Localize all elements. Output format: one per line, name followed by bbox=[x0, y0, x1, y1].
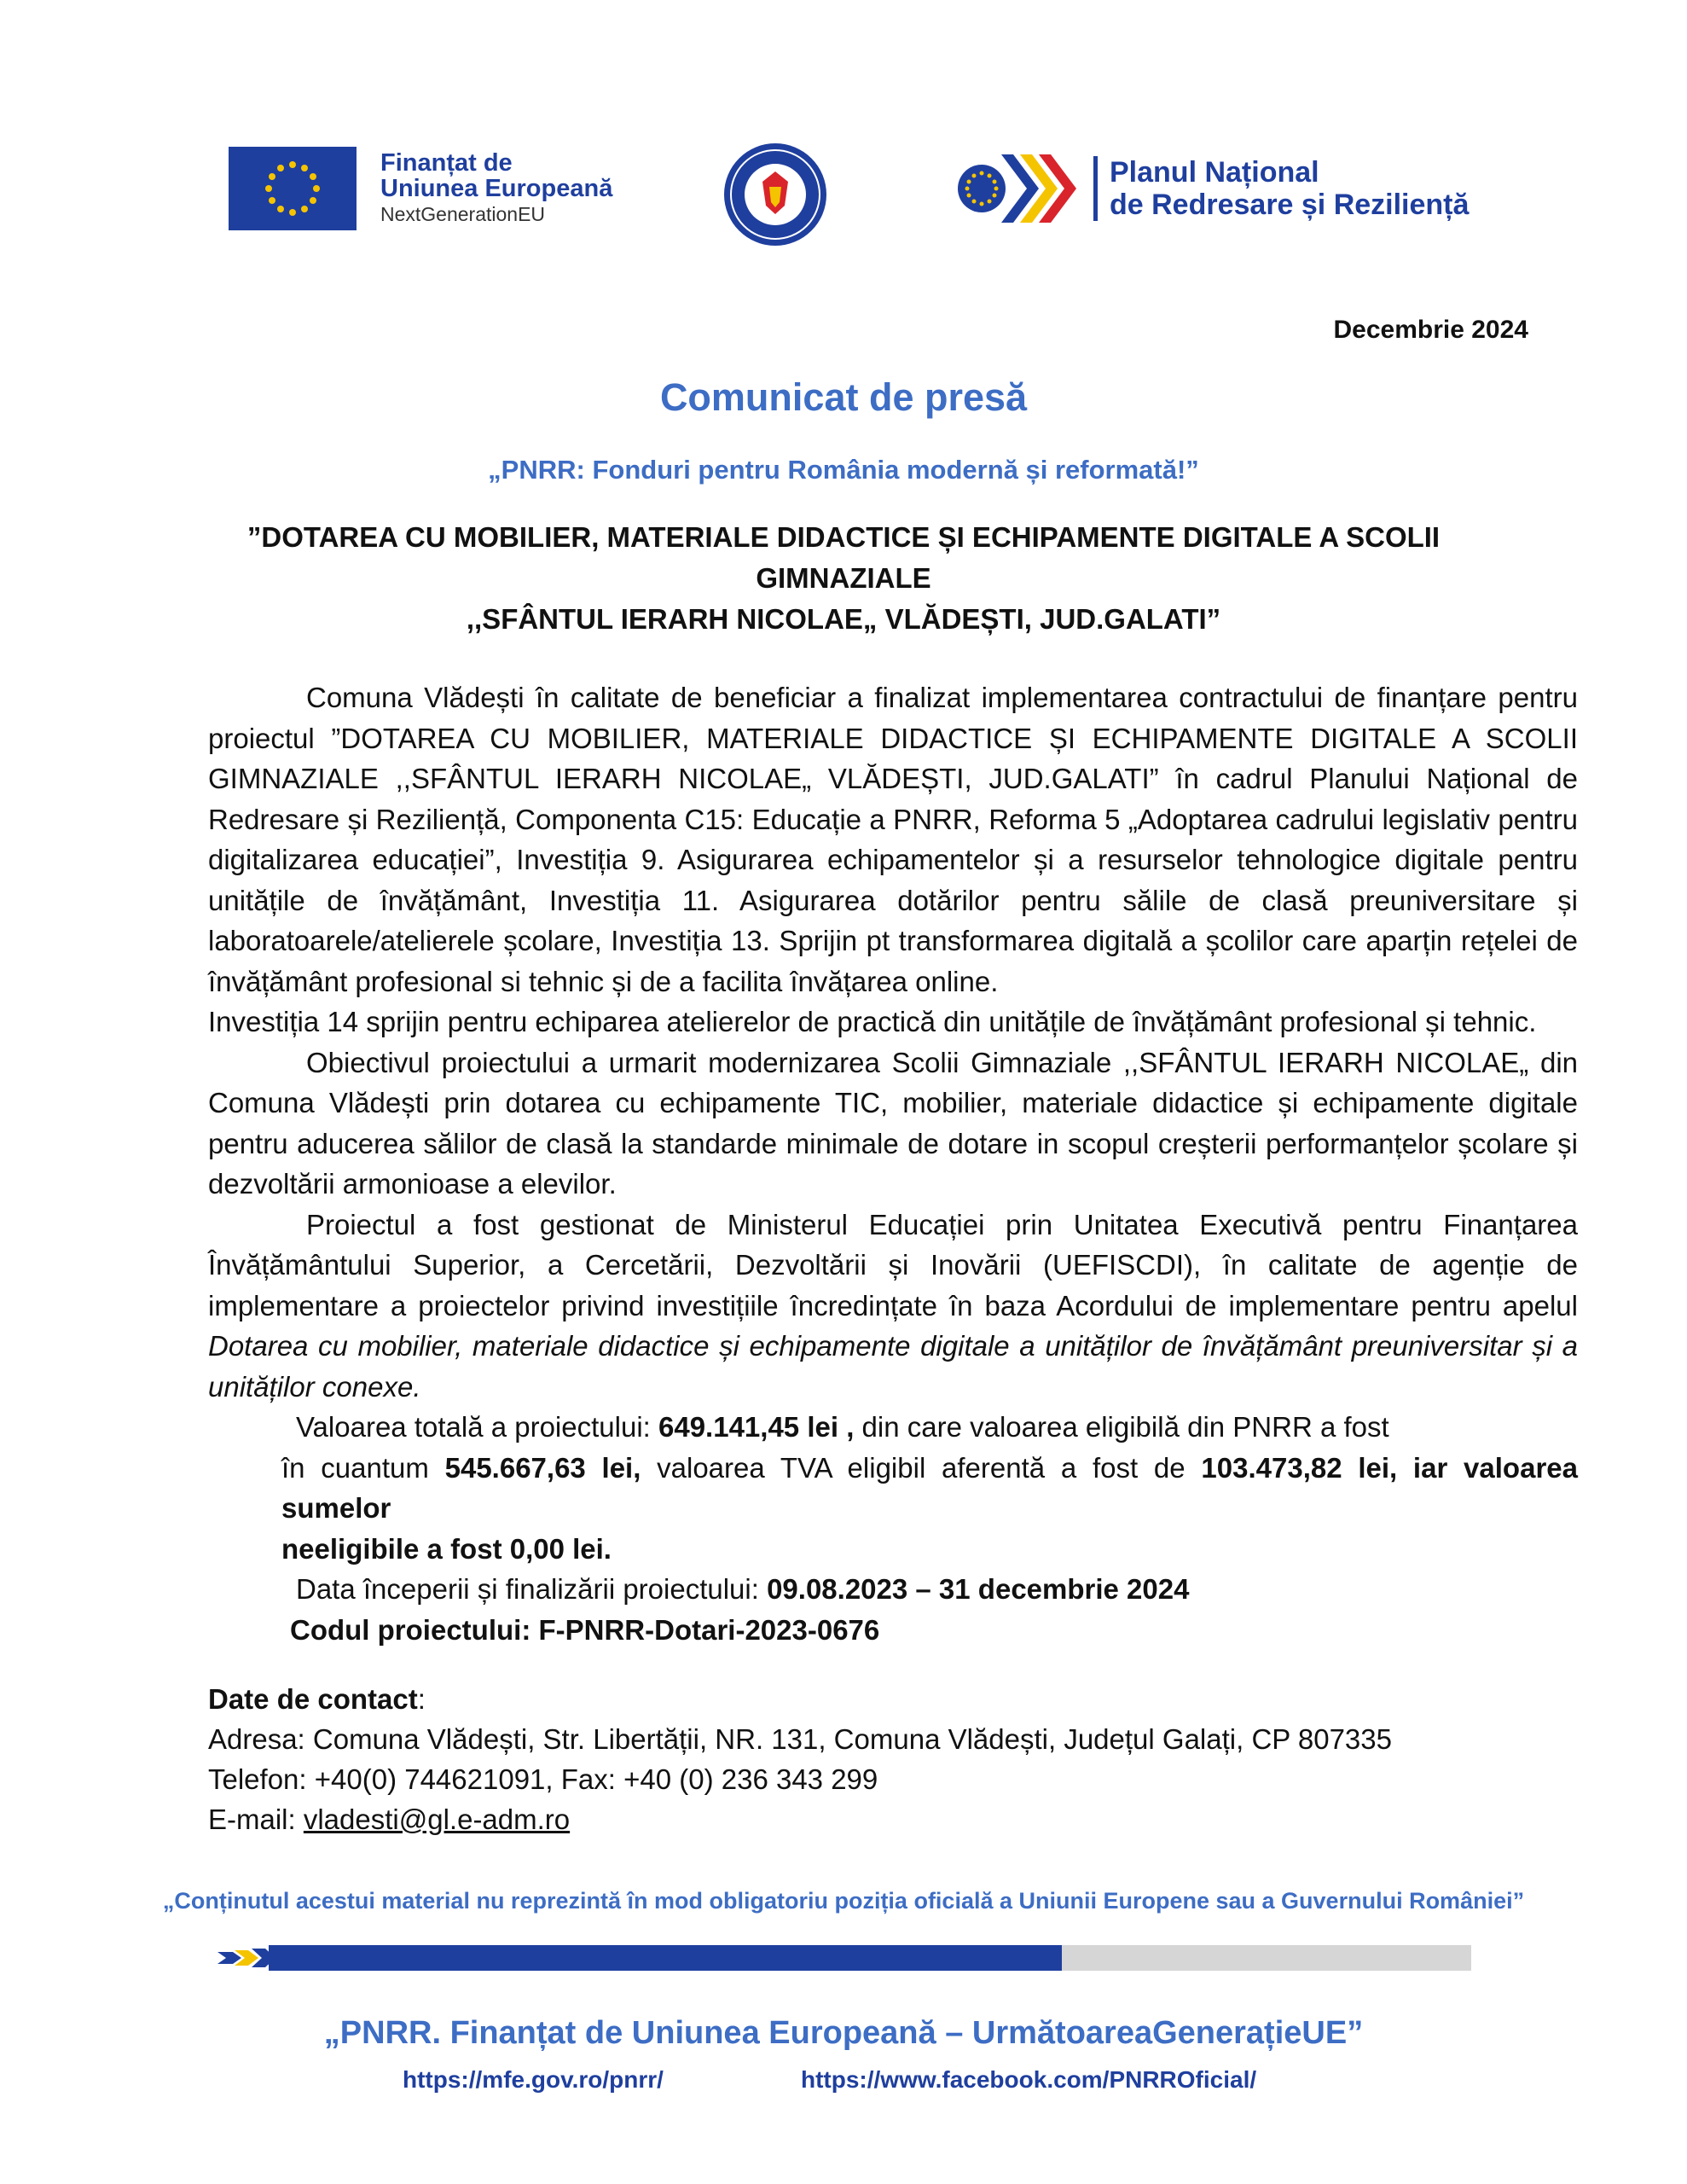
call-name: Dotarea cu mobilier, materiale didactice și echipamente digitale a unităților de învățământ preuniversitar și a unităților conexe. bbox=[208, 1330, 1578, 1403]
management-text: Proiectul a fost gestionat de Ministerul Educației prin Unitatea Executivă pentru Finanțarea Învățământului Superior, a Cercetării, Dezvoltării și Inovării (UEFISCDI), în calitate de agenție de implementare a proiectelor privind investițiile încredințate în baza Acordului de implementare pentru apelul bbox=[208, 1208, 1578, 1321]
value-line1 bbox=[296, 1411, 1389, 1443]
contact-heading bbox=[208, 1679, 1392, 1719]
footer-bar-blue bbox=[269, 1945, 1062, 1971]
vat-label: valoarea TVA eligibil aferentă a fost de bbox=[641, 1451, 1202, 1484]
footer-bar-grey bbox=[1062, 1945, 1471, 1971]
paragraph-investment-14: Investiția 14 sprijin pentru echiparea atelierelor de practică din unitățile de învățământ profesional și tehnic. bbox=[208, 1006, 1537, 1037]
eu-flag-icon bbox=[229, 147, 357, 230]
eu-logo-line1: Finanțat de bbox=[380, 149, 513, 177]
pnrr-logo-line2: de Redresare și Reziliență bbox=[1110, 189, 1470, 221]
government-seal-icon bbox=[722, 141, 829, 248]
footer-divider-bar bbox=[217, 1945, 1471, 1971]
project-values bbox=[281, 1407, 1578, 1650]
project-title-line1: ”DOTAREA CU MOBILIER, MATERIALE DIDACTICE ȘI ECHIPAMENTE DIGITALE A SCOLII GIMNAZIALE bbox=[246, 521, 1441, 594]
contact-address: Adresa: Comuna Vlădești, Str. Libertății, NR. 131, Comuna Vlădești, Județul Galați, CP 807335 bbox=[208, 1723, 1392, 1755]
dates-label: Data începerii și finalizării proiectului: bbox=[296, 1573, 768, 1605]
ineligible-value: neeligibile a fost 0,00 lei. bbox=[281, 1532, 612, 1565]
email-link[interactable]: vladesti@gl.e-adm.ro bbox=[303, 1804, 571, 1835]
total-value-label: Valoarea totală a proiectului: bbox=[296, 1411, 658, 1443]
pnrr-logo-line1: Planul Național bbox=[1110, 156, 1319, 189]
contact-phone: Telefon: +40(0) 744621091, Fax: +40 (0) 236 343 299 bbox=[208, 1763, 878, 1795]
page-title: Comunicat de presă bbox=[659, 375, 1028, 419]
value-line2 bbox=[281, 1448, 1578, 1529]
amount-label: în cuantum bbox=[281, 1451, 445, 1484]
pnrr-logo bbox=[952, 150, 1469, 227]
vat-value: 103.473,82 lei, iar valoarea sumelor bbox=[281, 1451, 1578, 1524]
eu-logo-line2: Uniunea Europeană bbox=[380, 175, 613, 202]
pnrr-chevron-icon bbox=[952, 150, 1080, 227]
disclaimer: „Conținutul acestui material nu reprezintă în mod obligatoriu poziția oficială a Uniunii Europene sau a Guvernului României” bbox=[162, 1888, 1525, 1914]
total-value: 649.141,45 lei , bbox=[658, 1411, 855, 1443]
project-dates: 09.08.2023 – 31 decembrie 2024 bbox=[767, 1573, 1190, 1605]
facebook-pnrr-link[interactable]: https://www.facebook.com/PNRROficial/ bbox=[801, 2066, 1257, 2093]
contact-heading-colon: : bbox=[417, 1683, 426, 1715]
email-label: E-mail: bbox=[208, 1804, 304, 1835]
footer-slogan: „PNRR. Finanțat de Uniunea Europeană – UrmătoareaGenerațieUE” bbox=[323, 2015, 1364, 2051]
slogan: „PNRR: Fonduri pentru România modernă și reformată!” bbox=[488, 455, 1199, 485]
contact-heading-text: Date de contact bbox=[208, 1683, 418, 1715]
release-date: Decembrie 2024 bbox=[1333, 316, 1528, 344]
eligible-value: 545.667,63 lei, bbox=[444, 1451, 641, 1484]
mfe-pnrr-link[interactable]: https://mfe.gov.ro/pnrr/ bbox=[403, 2066, 664, 2093]
eu-logo-line3: NextGenerationEU bbox=[380, 203, 546, 225]
eligible-value-label: din care valoarea eligibilă din PNRR a fost bbox=[854, 1411, 1389, 1443]
paragraph-management bbox=[208, 1205, 1578, 1408]
value-line-dates bbox=[296, 1569, 1578, 1610]
paragraph-objective: Obiectivul proiectului a urmarit modernizarea Scolii Gimnaziale ,,SFÂNTUL IERARH NICOLAE„ din Comuna Vlădești prin dotarea cu echipamente TIC, mobilier, materiale didactice și echipamente digitale pentru aducerea sălilor de clasă la standarde minimale de dotare in scopul creșterii performanțelor școlare și dezvoltării armonioase a elevilor. bbox=[208, 1046, 1578, 1199]
project-code: Codul proiectului: F-PNRR-Dotari-2023-0676 bbox=[290, 1613, 880, 1646]
contact-email-line bbox=[208, 1799, 1392, 1839]
project-title bbox=[171, 517, 1516, 640]
eu-funding-logo bbox=[229, 147, 612, 230]
paragraph-implementation: Comuna Vlădești în calitate de beneficiar a finalizat implementarea contractului de finanțare pentru proiectul ”DOTAREA CU MOBILIER, MATERIALE DIDACTICE ȘI ECHIPAMENTE DIGITALE A SCOLII GIMNAZIALE ,,SFÂNTUL IERARH NICOLAE„ VLĂDEȘTI, JUD.GALATI” în cadrul Planului Național de Redresare și Reziliență, Componenta C15: Educație a PNRR, Reforma 5 „Adoptarea cadrului legislativ pentru digitalizarea educației”, Investiția 9. Asigurarea echipamentelor și a resurselor tehnologice digitale pentru unitățile de învățământ, Investiția 11. Asigurarea dotărilor pentru sălile de clasă preuniversitare și laboratoarele/atelierele școlare, Investiția 13. Sprijin pt transformarea digitală a școlilor care aparțin rețelei de învățământ profesional si tehnic și de a facilita învățarea online. bbox=[208, 682, 1578, 997]
contact-section bbox=[208, 1679, 1392, 1839]
project-title-line2: ,,SFÂNTUL IERARH NICOLAE„ VLĂDEȘTI, JUD.GALATI” bbox=[466, 603, 1221, 635]
press-release-body bbox=[208, 677, 1578, 1650]
